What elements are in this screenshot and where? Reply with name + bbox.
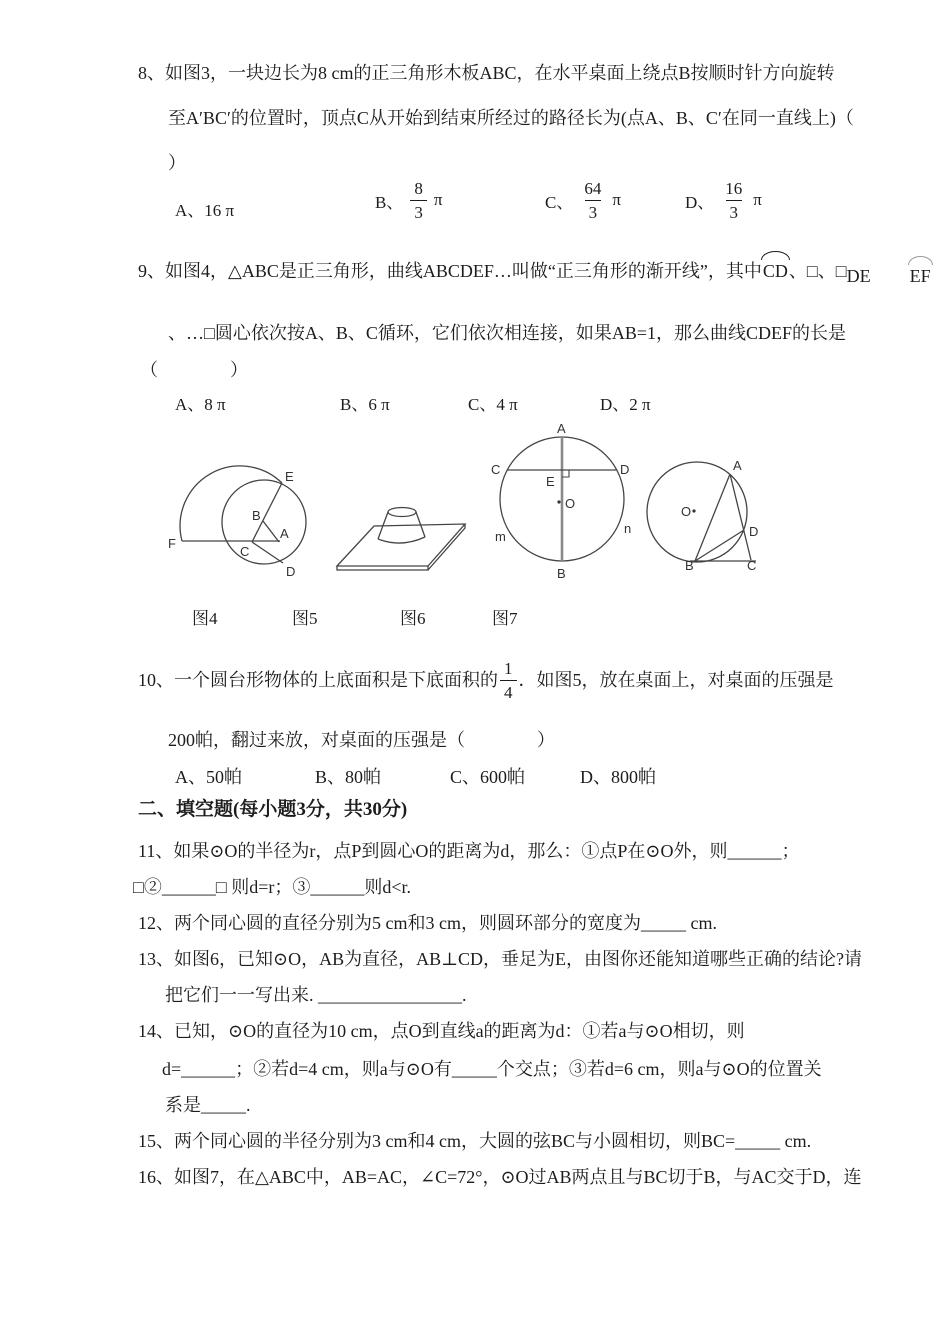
q9-line1-mid: 、□、□ bbox=[788, 261, 847, 281]
fraction-numerator: 1 bbox=[504, 658, 513, 678]
q10-option-b: B、80帕 bbox=[315, 767, 382, 787]
q9-line1-text: 9、如图4，△ABC是正三角形，曲线ABCDEF…叫做“正三角形的渐开线”，其中 bbox=[138, 261, 762, 281]
q8-option-a: A、16 π bbox=[175, 201, 235, 220]
fraction-numerator: 64 bbox=[584, 178, 602, 198]
question-11-line-1: 11、如果⊙O的半径为r，点P到圆心O的距离为d，那么：①点P在⊙O外，则______； bbox=[138, 841, 800, 861]
fig7-label-o: O bbox=[681, 504, 692, 519]
fraction bbox=[500, 660, 517, 701]
q10-option-a: A、50帕 bbox=[175, 767, 242, 787]
fig6-label-n: n bbox=[624, 521, 632, 536]
arc-cd: CD bbox=[762, 258, 789, 284]
q8-option-c-pi: π bbox=[612, 190, 621, 209]
q9-option-d: D、2 π bbox=[600, 395, 651, 414]
fraction-numerator: 8 bbox=[414, 178, 423, 198]
fraction bbox=[410, 180, 427, 221]
q10-line1-post: ．如图5，放在桌面上，对桌面的压强是 bbox=[518, 670, 834, 690]
fraction-denominator: 3 bbox=[726, 200, 743, 221]
fig7-label-b: B bbox=[685, 558, 694, 573]
q8-option-d-pi: π bbox=[753, 190, 762, 209]
fig6-label-a: A bbox=[557, 421, 566, 436]
question-11-line-2: □②______□ 则d=r；③______则d<r. bbox=[133, 877, 412, 897]
figure-4-caption: 图4 bbox=[192, 609, 218, 628]
fig4-label-c: C bbox=[240, 544, 250, 559]
fraction-denominator: 3 bbox=[585, 200, 602, 221]
fig4-label-d: D bbox=[286, 564, 296, 579]
fig6-label-c: C bbox=[491, 462, 501, 477]
figure-6-circle bbox=[488, 420, 640, 585]
q10-option-d: D、800帕 bbox=[580, 767, 656, 787]
figure-7-caption: 图7 bbox=[492, 609, 518, 628]
arc-ef: EF bbox=[909, 263, 932, 289]
q8-option-b-label: B、 bbox=[375, 192, 404, 212]
fraction-numerator: 16 bbox=[725, 178, 743, 198]
fig4-label-e: E bbox=[285, 469, 294, 484]
section-2-header: 二、填空题(每小题3分，共30分) bbox=[138, 799, 408, 820]
q9-option-a: A、8 π bbox=[175, 395, 226, 414]
question-15-line-1: 15、两个同心圆的半径分别为3 cm和4 cm，大圆的弦BC与小圆相切，则BC=_____ cm. bbox=[138, 1131, 812, 1151]
fig4-label-a: A bbox=[280, 526, 289, 541]
fraction-denominator: 4 bbox=[500, 680, 517, 701]
fraction bbox=[580, 180, 605, 221]
question-14-line-1: 14、已知，⊙O的直径为10 cm，点O到直线a的距离为d：①若a与⊙O相切，则 bbox=[138, 1021, 745, 1041]
figure-5-frustum bbox=[325, 455, 490, 585]
q8-option-d bbox=[685, 172, 762, 228]
fig4-label-b: B bbox=[252, 508, 261, 523]
fig7-label-a: A bbox=[733, 458, 742, 473]
question-10-line-1 bbox=[138, 652, 834, 708]
figure-7-tangent bbox=[638, 452, 768, 573]
fig6-label-e: E bbox=[546, 474, 555, 489]
question-9-line-2: 、…□圆心依次按A、B、C循环，它们依次相连接，如果AB=1，那么曲线CDEF的长是 bbox=[168, 323, 847, 343]
question-13-line-2: 把它们一一写出来. ________________. bbox=[165, 985, 467, 1005]
question-12-line-1: 12、两个同心圆的直径分别为5 cm和3 cm，则圆环部分的宽度为_____ cm. bbox=[138, 913, 717, 933]
figure-6-caption: 图6 bbox=[400, 609, 426, 628]
q9-option-c: C、4 π bbox=[468, 395, 518, 414]
fig6-label-d: D bbox=[620, 462, 630, 477]
q8-option-c bbox=[545, 172, 621, 228]
fraction bbox=[721, 180, 746, 221]
q8-option-b-pi: π bbox=[433, 190, 443, 209]
q9-option-b: B、6 π bbox=[340, 395, 390, 414]
question-13-line-1: 13、如图6，已知⊙O，AB为直径，AB⊥CD，垂足为E，由图你还能知道哪些正确的结论?请 bbox=[138, 949, 863, 969]
question-9-line-1 bbox=[138, 258, 932, 284]
question-14-line-2: d=______；②若d=4 cm，则a与⊙O有_____个交点；③若d=6 cm，则a与⊙O的位置关 bbox=[162, 1059, 822, 1079]
q8-option-c-label: C、 bbox=[545, 192, 574, 212]
q10-line1-pre: 10、一个圆台形物体的上底面积是下底面积的 bbox=[138, 670, 498, 690]
figure-5-caption: 图5 bbox=[292, 609, 318, 628]
fig6-label-b: B bbox=[557, 566, 566, 581]
fig6-label-o: O bbox=[565, 496, 576, 511]
question-8-line-2: 至A′BC′的位置时，顶点C从开始到结束所经过的路径长为(点A、B、C′在同一直线上)（ bbox=[168, 108, 854, 128]
question-14-line-3: 系是_____. bbox=[165, 1095, 251, 1115]
arc-de: DE bbox=[846, 266, 871, 286]
fig7-label-d: D bbox=[749, 524, 759, 539]
question-9-line-3: （ ） bbox=[140, 360, 248, 380]
question-10-line-2: 200帕，翻过来放，对桌面的压强是（ ） bbox=[168, 730, 555, 750]
figure-4-involute bbox=[150, 448, 325, 583]
fraction-denominator: 3 bbox=[410, 200, 427, 221]
fig7-label-c: C bbox=[747, 558, 757, 573]
question-8-line-3: ） bbox=[168, 153, 186, 173]
fig4-label-f: F bbox=[168, 536, 176, 551]
q8-option-b bbox=[375, 172, 442, 228]
question-8-line-1: 8、如图3，一块边长为8 cm的正三角形木板ABC，在水平桌面上绕点B按顺时针方向旋转 bbox=[138, 63, 835, 83]
question-16-line-1: 16、如图7，在△ABC中，AB=AC，∠C=72°，⊙O过AB两点且与BC切于B，与AC交于D，连 bbox=[138, 1167, 862, 1187]
q8-option-d-label: D、 bbox=[685, 192, 715, 212]
q10-option-c: C、600帕 bbox=[450, 767, 526, 787]
fig6-label-m: m bbox=[495, 529, 506, 544]
